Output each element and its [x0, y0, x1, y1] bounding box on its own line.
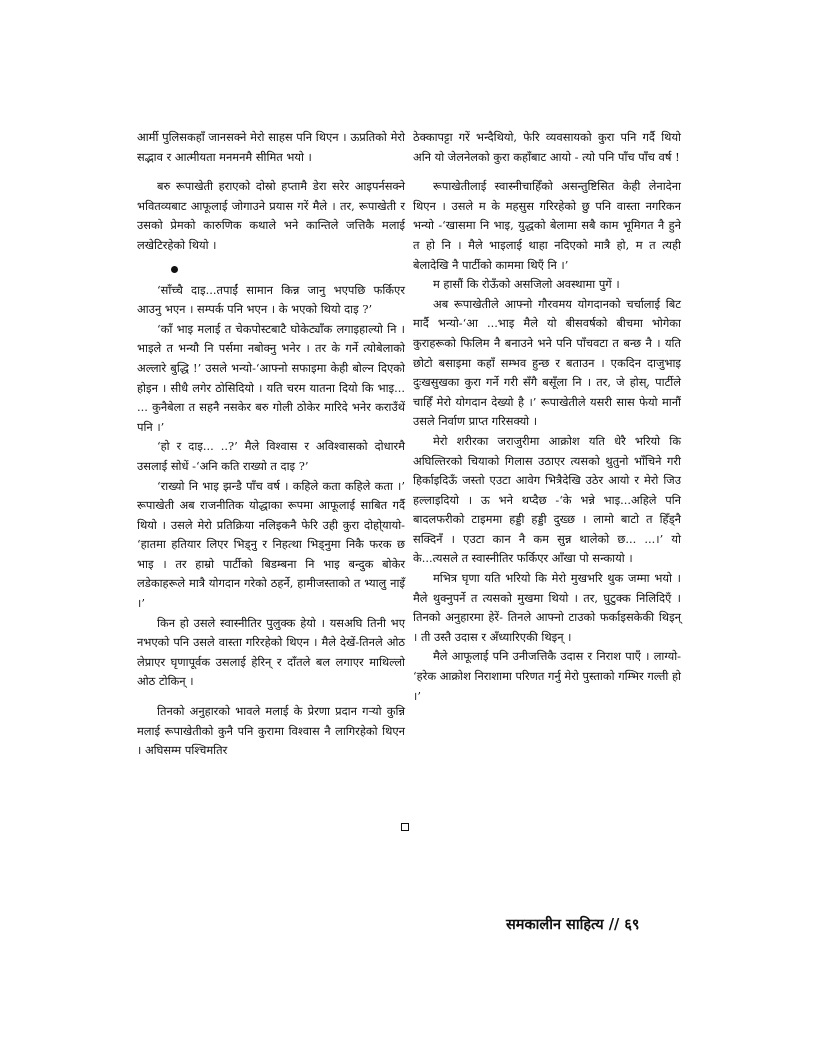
end-of-story-mark-icon: [401, 823, 409, 831]
paragraph: ‘काँ भाइ मलाई त चेकपोस्टबाटै घोकेट्याँक लगाइहाल्यो नि । भाइले त भन्यौ नि पर्समा नबोक्नु भनेर । तर के गर्ने त्योबेलाको अल्लारे बुद्धि !’ उसले भन्यो-‘आफ्नो सफाइमा केही बोल्न दिएको होइन । सीधै लगेर ठोसिदियो । यति चरम यातना दियो कि भाइ... ... कुनैबेला त सहनै नसकेर बरु गोली ठोकेर मारिदे भनेर कराउँथें पनि ।’: [137, 321, 405, 434]
paragraph: किन हो उसले स्वास्नीतिर पुलुक्क हेयो । यसअघि तिनी भए नभएको पनि उसले वास्ता गरिरहेको थिएन । मैले देखें-तिनले ओठ लेप्राएर घृणापूर्वक उसलाई हेरिन् र दाँतले बल लगाएर माथिल्लो ओठ टोकिन् ।: [137, 615, 405, 689]
paragraph: ‘हो र दाइ... ..?’ मैले विश्वास र अविश्वासको दोधारमै उसलाई सोधें -‘अनि कति राख्यो त दाइ ?’: [137, 439, 405, 473]
paragraph: ‘साँच्चै दाइ...तपाईं सामान किन्न जानु भएपछि फर्किएर आउनु भएन । सम्पर्क पनि भएन । के भएको थियो दाइ ?’: [137, 282, 405, 317]
paragraph: मेरो शरीरका जराजुरीमा आक्रोश यति धेरै भरियो कि अघिल्तिरको चियाको गिलास उठाएर त्यसको थुतुनो भाँचिने गरी हिर्काइदिऊँ जस्तो एउटा आवेग भित्रैदेखि उठेर आयो र मेरो जिउ हल्लाइदियो । ऊ भने थप्दैछ -‘के भन्ने भाइ...अहिले पनि बादलफरीको टाइममा हड्डी हड्डी दुख्छ । लामो बाटो त हिँड्नै सक्दिनँ । एउटा कान नै कम सुन्न थालेको छ... ...।’ यो के...त्यसले त स्वास्नीतिर फर्किएर आँखा पो सन्कायो ।: [413, 433, 681, 566]
bullet-dot-icon: [171, 266, 178, 273]
section-bullet: [171, 260, 405, 279]
paragraph: मभित्र घृणा यति भरियो कि मेरो मुखभरि थुक जम्मा भयो । मैले थुक्नुपर्ने त त्यसको मुखमा थियो । तर, घुटुक्क निलिदिएँ । तिनको अनुहारमा हेरें- तिनले आफ्नो टाउको फर्काइसकेकी थिइन् । ती उस्तै उदास र अँध्यारिएकी थिइन् ।: [413, 571, 681, 644]
paragraph: म हासौं कि रोऊँको असजिलो अवस्थामा पुगें ।: [433, 277, 620, 292]
paragraph: रूपाखेतीलाई स्वास्नीचाहिँको असन्तुष्टिसित केही लेनादेना थिएन । उसले म के महसुस गरिरहेको छु पनि वास्ता नगरिकन भन्यो -‘खासमा नि भाइ, युद्धको बेलामा सबै काम भूमिगत नै हुने त हो नि । मैले भाइलाई थाहा नदिएको मात्रै हो, म त त्यही बेलादेखि नै पार्टीको काममा थिएँ नि ।’: [413, 179, 681, 272]
page-footer: समकालीन साहित्य // ६९: [506, 916, 640, 933]
paragraph: बरु रूपाखेती हराएको दोस्रो हप्तामै डेरा सरेर आइपर्नसक्ने भवितव्यबाट आफूलाई जोगाउने प्रयास गरें मैले । तर, रूपाखेती र उसको प्रेमको कारुणिक कथाले भने कान्तिले जत्तिकै मलाई लखेटिरहेको थियो ।: [137, 179, 405, 252]
paragraph: अब रूपाखेतीले आफ्नो गौरवमय योगदानको चर्चालाई बिट मार्दै भन्यो-‘आ ...भाइ मैले यो बीसवर्षको बीचमा भोगेका कुराहरूको फिलिम नै बनाउने भने पनि पाँचवटा त बन्छ नै । यति छोटो बसाइमा कहाँ सम्भव हुन्छ र बताउन । एकदिन दाजुभाइ दुःखसुखका कुरा गर्ने गरी सँगै बसूँला नि । तर, जे होस्, पार्टीले चाहिँ मेरो योगदान देख्यो है ।’ रूपाखेतीले यसरी सास फेयो मानौं उसले निर्वाण प्राप्त गरिसक्यो ।: [413, 296, 681, 429]
paragraph: आर्मी पुलिसकहाँ जानसक्ने मेरो साहस पनि थिएन । ऊप्रतिको मेरो सद्भाव र आत्मीयता मनमनमै सीमित भयो ।: [137, 130, 405, 164]
right-column: [413, 128, 681, 706]
left-column: [137, 128, 405, 761]
paragraph: ‘राख्यो नि भाइ झन्डै पाँच वर्ष । कहिले कता कहिले कता ।’ रूपाखेती अब राजनीतिक योद्धाका रूपमा आफूलाई साबित गर्दै थियो । उसले मेरो प्रतिक्रिया नलिइकनै फेरि उही कुरा दोहो्यायो- ‘हातमा हतियार लिएर भिड्नु र निहत्था भिड्नुमा निकै फरक छ भाइ । तर हाम्रो पार्टीको बिडम्बना नि भाइ बन्दुक बोकेर लडेकाहरूले मात्रै योगदान गरेको ठहर्ने, हामीजस्ताको त भ्यालु नाइँ ।’: [137, 478, 405, 611]
paragraph: तिनको अनुहारको भावले मलाई के प्रेरणा प्रदान गर्‍यो कुन्नि मलाई रूपाखेतीको कुनै पनि कुरामा विश्वास नै लागिरहेको थिएन । अघिसम्म पश्चिमतिर: [137, 704, 405, 758]
paragraph: ठेक्कापट्टा गरें भन्दैथियो, फेरि व्यवसायको कुरा पनि गर्दै थियो अनि यो जेलनेलको कुरा कहाँबाट आयो - त्यो पनि पाँच पाँच वर्ष !: [413, 130, 681, 164]
paragraph: मैले आफूलाई पनि उनीजत्तिकै उदास र निराश पाएँ । लाग्यो- ‘हरेक आक्रोश निराशामा परिणत गर्नु मेरो पुस्ताको गम्भिर गल्ती हो ।’: [413, 649, 681, 703]
